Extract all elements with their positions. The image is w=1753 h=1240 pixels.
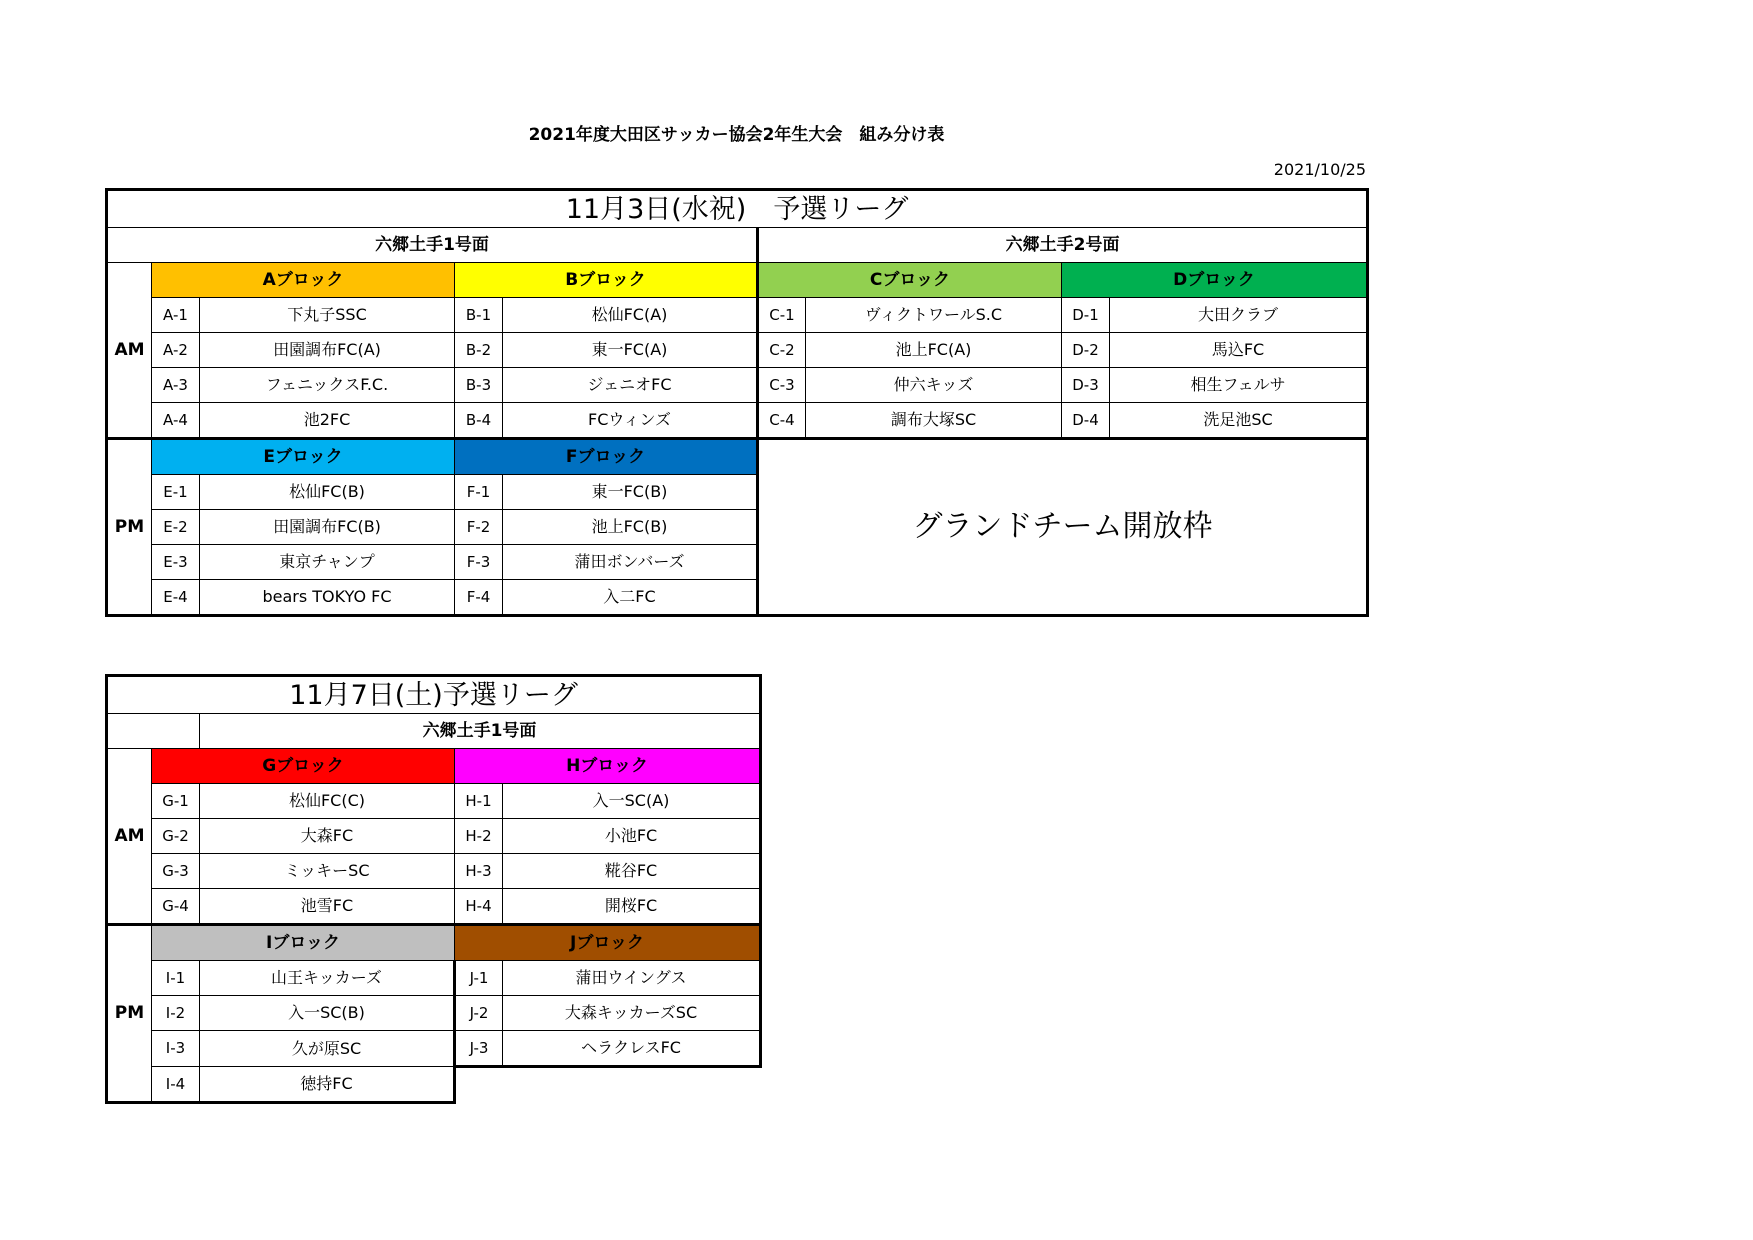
team-name: 東京チャンプ bbox=[200, 545, 455, 580]
day2-am-row bbox=[107, 889, 761, 925]
team-name: 田園調布FC(B) bbox=[200, 510, 455, 545]
team-code: B-4 bbox=[455, 403, 503, 439]
team-name: 下丸子SSC bbox=[200, 298, 455, 333]
day1-am-label: AM bbox=[107, 263, 152, 439]
team-code: H-1 bbox=[455, 784, 503, 819]
team-code: B-1 bbox=[455, 298, 503, 333]
team-code: G-2 bbox=[152, 819, 200, 854]
block-header-f: Fブロック bbox=[455, 439, 758, 475]
team-name: 入二FC bbox=[503, 580, 758, 616]
team-code: H-4 bbox=[455, 889, 503, 925]
block-header-e: Eブロック bbox=[152, 439, 455, 475]
team-name: ジェニオFC bbox=[503, 368, 758, 403]
team-code: C-2 bbox=[758, 333, 806, 368]
team-name: 大森キッカーズSC bbox=[503, 996, 761, 1031]
block-header-b: Bブロック bbox=[455, 263, 758, 298]
team-name: 東一FC(A) bbox=[503, 333, 758, 368]
day2-venue1: 六郷土手1号面 bbox=[200, 714, 761, 749]
day2-pm-row bbox=[107, 996, 761, 1031]
team-name: 田園調布FC(A) bbox=[200, 333, 455, 368]
day2-pm-row bbox=[107, 1067, 761, 1103]
team-name: 仲六キッズ bbox=[806, 368, 1062, 403]
team-code: E-3 bbox=[152, 545, 200, 580]
team-name: 松仙FC(A) bbox=[503, 298, 758, 333]
team-code: F-1 bbox=[455, 475, 503, 510]
day1-am-row bbox=[107, 333, 1368, 368]
team-name: 松仙FC(B) bbox=[200, 475, 455, 510]
team-code: A-3 bbox=[152, 368, 200, 403]
day1-am-row bbox=[107, 298, 1368, 333]
team-code: B-2 bbox=[455, 333, 503, 368]
team-code: J-1 bbox=[455, 961, 503, 996]
team-code: D-1 bbox=[1062, 298, 1110, 333]
team-name: 馬込FC bbox=[1110, 333, 1368, 368]
team-code: E-4 bbox=[152, 580, 200, 616]
day2-am-label: AM bbox=[107, 749, 152, 925]
team-code: B-3 bbox=[455, 368, 503, 403]
team-name: 蒲田ボンバーズ bbox=[503, 545, 758, 580]
team-code: C-4 bbox=[758, 403, 806, 439]
day1-pm-label: PM bbox=[107, 439, 152, 616]
day2-am-row bbox=[107, 854, 761, 889]
block-header-d: Dブロック bbox=[1062, 263, 1368, 298]
document-title: 2021年度大田区サッカー協会2年生大会 組み分け表 bbox=[528, 125, 945, 145]
day2-pm-label: PM bbox=[107, 925, 152, 1103]
block-header-g: Gブロック bbox=[152, 749, 455, 784]
team-code: C-1 bbox=[758, 298, 806, 333]
team-code: D-4 bbox=[1062, 403, 1110, 439]
team-code: I-3 bbox=[152, 1031, 200, 1067]
document-date: 2021/10/25 bbox=[1273, 160, 1366, 179]
day1-schedule-table bbox=[105, 188, 1369, 617]
team-code: E-2 bbox=[152, 510, 200, 545]
block-header-c: Cブロック bbox=[758, 263, 1062, 298]
team-code: H-2 bbox=[455, 819, 503, 854]
day2-pm-row bbox=[107, 961, 761, 996]
team-code: G-1 bbox=[152, 784, 200, 819]
day2-venue-spacer bbox=[107, 714, 200, 749]
day2-pm-row bbox=[107, 1031, 761, 1067]
team-name: 池2FC bbox=[200, 403, 455, 439]
team-code: F-4 bbox=[455, 580, 503, 616]
team-name: 相生フェルサ bbox=[1110, 368, 1368, 403]
team-name: 入一SC(A) bbox=[503, 784, 761, 819]
team-name: 蒲田ウイングス bbox=[503, 961, 761, 996]
team-name: 徳持FC bbox=[200, 1067, 455, 1103]
team-code: D-3 bbox=[1062, 368, 1110, 403]
team-name: 池上FC(A) bbox=[806, 333, 1062, 368]
team-code: E-1 bbox=[152, 475, 200, 510]
team-code: A-2 bbox=[152, 333, 200, 368]
team-name: 池上FC(B) bbox=[503, 510, 758, 545]
block-header-i: Iブロック bbox=[152, 925, 455, 961]
day2-schedule-table bbox=[105, 674, 762, 1104]
empty-cell bbox=[455, 1067, 761, 1103]
day2-title: 11月7日(土)予選リーグ bbox=[107, 676, 761, 714]
team-code: I-2 bbox=[152, 996, 200, 1031]
team-code: D-2 bbox=[1062, 333, 1110, 368]
team-name: 山王キッカーズ bbox=[200, 961, 455, 996]
team-name: FCウィンズ bbox=[503, 403, 758, 439]
day2-am-row bbox=[107, 819, 761, 854]
team-name: 池雪FC bbox=[200, 889, 455, 925]
day1-am-row bbox=[107, 368, 1368, 403]
team-code: H-3 bbox=[455, 854, 503, 889]
day1-venue2: 六郷土手2号面 bbox=[758, 228, 1368, 263]
team-code: C-3 bbox=[758, 368, 806, 403]
team-code: J-3 bbox=[455, 1031, 503, 1067]
day2-am-row bbox=[107, 784, 761, 819]
team-name: 洗足池SC bbox=[1110, 403, 1368, 439]
team-name: bears TOKYO FC bbox=[200, 580, 455, 616]
team-name: フェニックスF.C. bbox=[200, 368, 455, 403]
block-header-h: Hブロック bbox=[455, 749, 761, 784]
team-name: ヴィクトワールS.C bbox=[806, 298, 1062, 333]
block-header-a: Aブロック bbox=[152, 263, 455, 298]
open-slot-area: グランドチーム開放枠 bbox=[758, 439, 1368, 616]
team-code: G-3 bbox=[152, 854, 200, 889]
team-code: A-4 bbox=[152, 403, 200, 439]
team-code: F-3 bbox=[455, 545, 503, 580]
team-name: ヘラクレスFC bbox=[503, 1031, 761, 1067]
team-name: ミッキーSC bbox=[200, 854, 455, 889]
team-name: 小池FC bbox=[503, 819, 761, 854]
team-name: 調布大塚SC bbox=[806, 403, 1062, 439]
team-code: F-2 bbox=[455, 510, 503, 545]
team-code: I-1 bbox=[152, 961, 200, 996]
team-code: G-4 bbox=[152, 889, 200, 925]
team-name: 東一FC(B) bbox=[503, 475, 758, 510]
team-name: 大田クラブ bbox=[1110, 298, 1368, 333]
team-name: 松仙FC(C) bbox=[200, 784, 455, 819]
team-code: I-4 bbox=[152, 1067, 200, 1103]
team-name: 久が原SC bbox=[200, 1031, 455, 1067]
day1-venue1: 六郷土手1号面 bbox=[107, 228, 758, 263]
team-name: 開桜FC bbox=[503, 889, 761, 925]
team-name: 糀谷FC bbox=[503, 854, 761, 889]
team-code: A-1 bbox=[152, 298, 200, 333]
day1-title: 11月3日(水祝) 予選リーグ bbox=[107, 190, 1368, 228]
team-code: J-2 bbox=[455, 996, 503, 1031]
team-name: 入一SC(B) bbox=[200, 996, 455, 1031]
day1-am-row bbox=[107, 403, 1368, 439]
team-name: 大森FC bbox=[200, 819, 455, 854]
block-header-j: Jブロック bbox=[455, 925, 761, 961]
